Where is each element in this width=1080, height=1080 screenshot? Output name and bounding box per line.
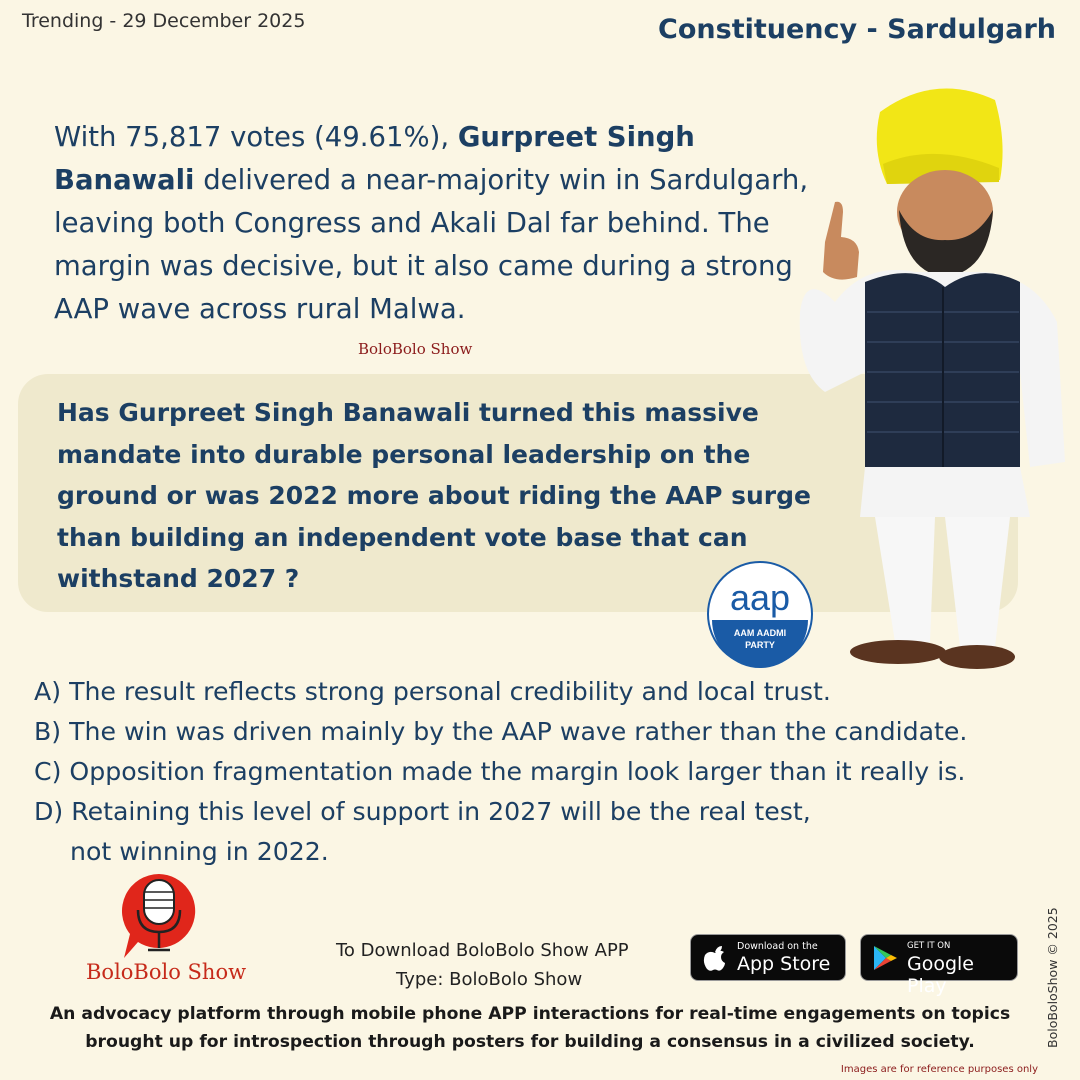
google-play-button[interactable]	[860, 934, 1018, 997]
aap-logo-line1: AAM AADMI	[733, 628, 787, 638]
app-store-label: App Store	[737, 953, 831, 975]
apple-icon	[703, 944, 727, 972]
brand-name: BoloBolo Show	[86, 960, 247, 984]
poll-question: Has Gurpreet Singh Banawali turned this massive mandate into durable personal leadership on the ground or was 2022 more about riding the AAP surge than building an independent vote base that can withstand 2027 ?	[57, 398, 811, 594]
constituency-title: Constituency - Sardulgarh	[658, 14, 1056, 45]
option-d[interactable]: D) Retaining this level of support in 2027 will be the real test,	[34, 797, 811, 826]
aap-logo-mark: aap	[729, 577, 791, 618]
intro-prefix: With 75,817 votes (49.61%),	[54, 121, 458, 153]
option-a[interactable]: A) The result reflects strong personal credibility and local trust.	[34, 677, 831, 706]
candidate-photo	[795, 72, 1070, 672]
app-store-small-text: Download on the	[737, 941, 818, 952]
watermark-brand: BoloBolo Show	[358, 340, 473, 358]
intro-paragraph	[54, 116, 824, 331]
option-c[interactable]: C) Opposition fragmentation made the margin look larger than it really is.	[34, 757, 966, 786]
microphone-icon	[118, 870, 200, 962]
download-instruction: To Download BoloBolo Show APP	[336, 940, 629, 961]
aap-logo-line2: PARTY	[745, 640, 775, 650]
intro-suffix: delivered a near-majority win in Sardulgarh, leaving both Congress and Akali Dal far behind. The margin was decisive, but it also came during a strong AAP wave across rural Malwa.	[54, 164, 809, 325]
candidate-name: Gurpreet Singh Banawali	[54, 121, 695, 196]
google-play-icon	[872, 944, 898, 972]
disclaimer: Images are for reference purposes only	[840, 1064, 1038, 1075]
poll-options	[34, 672, 1064, 872]
aap-party-logo	[706, 560, 814, 668]
option-d-continued: not winning in 2022.	[70, 837, 329, 866]
google-play-label: Google Play	[907, 953, 975, 997]
download-type: Type: BoloBolo Show	[396, 969, 583, 990]
google-play-small-text: GET IT ON	[907, 941, 951, 951]
trending-date: Trending - 29 December 2025	[22, 10, 306, 32]
app-store-button[interactable]	[690, 934, 846, 981]
copyright-side-text: BoloBoloShow © 2025	[1045, 907, 1060, 1048]
option-b[interactable]: B) The win was driven mainly by the AAP wave rather than the candidate.	[34, 717, 968, 746]
footer-description: An advocacy platform through mobile phone APP interactions for real-time engagements on topics brought up for introspection through posters for building a consensus in a civilized society.	[49, 1004, 1011, 1052]
